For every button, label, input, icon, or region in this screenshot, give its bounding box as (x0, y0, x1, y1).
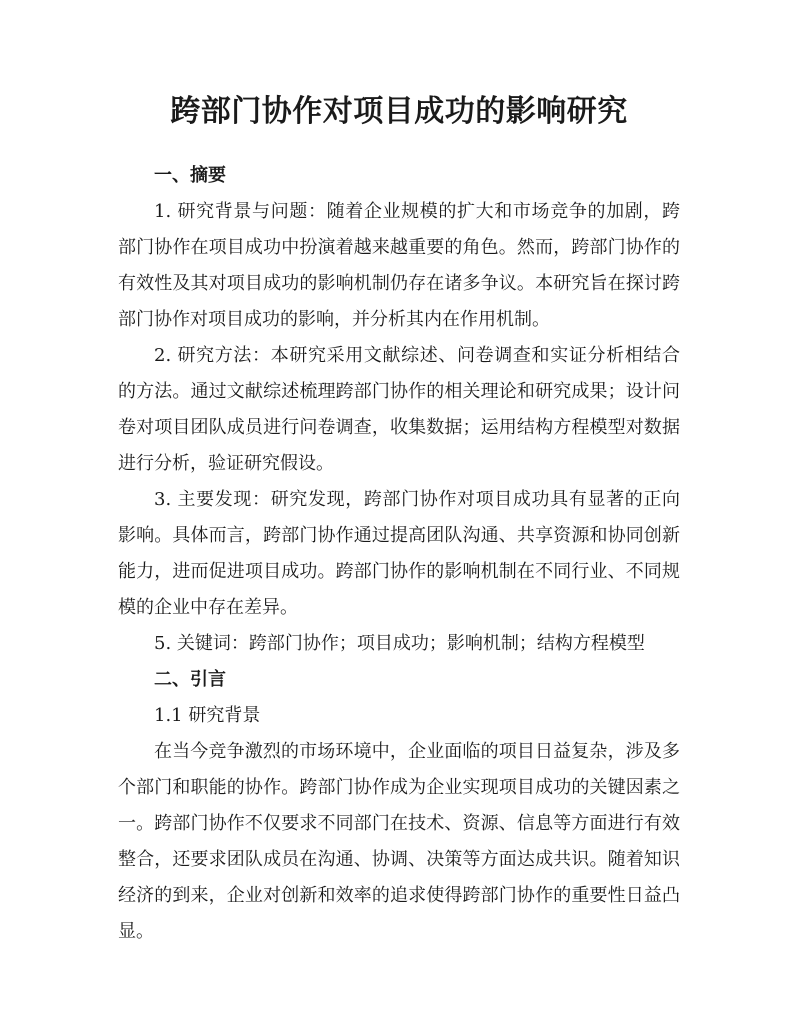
abstract-item-background: 1. 研究背景与问题：随着企业规模的扩大和市场竞争的加剧，跨部门协作在项目成功中扮演着越来越重要的角色。然而，跨部门协作的有效性及其对项目成功的影响机制仍存在诸多争议。本研究旨在探讨跨部门协作对项目成功的影响，并分析其内在作用机制。 (118, 201, 680, 330)
document-title: 跨部门协作对项目成功的影响研究 (170, 94, 628, 129)
abstract-item-methods: 2. 研究方法：本研究采用文献综述、问卷调查和实证分析相结合的方法。通过文献综述梳理跨部门协作的相关理论和研究成果；设计问卷对项目团队成员进行问卷调查，收集数据；运用结构方程模型对数据进行分析，验证研究假设。 (118, 345, 680, 474)
introduction-heading: 二、引言 (154, 669, 226, 690)
introduction-paragraph: 在当今竞争激烈的市场环境中，企业面临的项目日益复杂，涉及多个部门和职能的协作。跨部门协作成为企业实现项目成功的关键因素之一。跨部门协作不仅要求不同部门在技术、资源、信息等方面进行有效整合，还要求团队成员在沟通、协调、决策等方面达成共识。随着知识经济的到来，企业对创新和效率的追求使得跨部门协作的重要性日益凸显。 (118, 741, 680, 942)
abstract-item-keywords: 5. 关键词：跨部门协作；项目成功；影响机制；结构方程模型 (154, 633, 645, 654)
introduction-subheading: 1.1 研究背景 (154, 705, 261, 726)
abstract-item-findings: 3. 主要发现：研究发现，跨部门协作对项目成功具有显著的正向影响。具体而言，跨部门协作通过提高团队沟通、共享资源和协同创新能力，进而促进项目成功。跨部门协作的影响机制在不同行业、不同规模的企业中存在差异。 (118, 489, 680, 618)
abstract-heading: 一、摘要 (154, 165, 226, 186)
